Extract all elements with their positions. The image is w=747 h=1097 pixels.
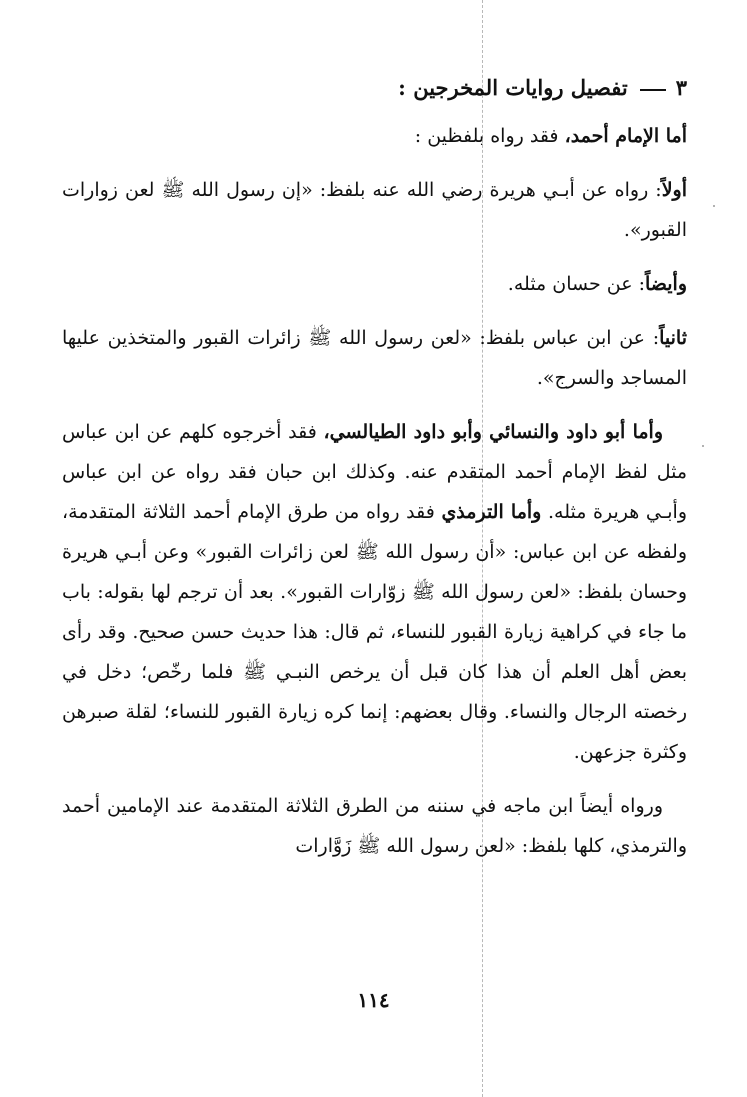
section-title: تفصيل روايات المخرجين : [398, 75, 628, 100]
also-label: وأيضاً [644, 273, 687, 295]
last-paragraph [62, 786, 687, 866]
first-text: : رواه عن أبـي هريرة رضي الله عنه بلفظ: «إن رسول الله ﷺ لعن زوارات القبور». [62, 179, 687, 241]
document-page [62, 66, 687, 866]
main-paragraph [62, 412, 687, 772]
section-heading [62, 66, 687, 110]
also-text: : عن حسان مثله. [507, 273, 645, 295]
heading-dash [640, 89, 666, 91]
second-narration [62, 318, 687, 398]
intro-text: فقد رواه بلفظين : [414, 125, 565, 147]
intro-bold: أما الإمام أحمد، [564, 125, 687, 147]
intro-line [62, 116, 687, 156]
also-narration [62, 264, 687, 304]
second-label: ثانياً [659, 327, 687, 349]
second-text: : عن ابن عباس بلفظ: «لعن رسول الله ﷺ زائرات القبور والمتخذين عليها المساجد والسرج». [62, 327, 687, 389]
last-text: ورواه أيضاً ابن ماجه في سننه من الطرق الثلاثة المتقدمة عند الإمامين أحمد والترمذي، كلها بلفظ: «لعن رسول الله ﷺ زَوَّارات [62, 795, 687, 857]
main-text-2: فقد رواه من طرق الإمام أحمد الثلاثة المتقدمة، ولفظه عن ابن عباس: «أن رسول الله ﷺ لعن زائرات القبور» وعن أبـي هريرة وحسان بلفظ: «لعن رسول الله ﷺ زوّارات القبور». بعد أن ترجم لها بقوله: باب ما جاء في كراهية زيارة القبور للنساء، ثم قال: هذا حديث حسن صحيح. وقد رأى بعض أهل العلم أن هذا كان قبل أن يرخص النبـي ﷺ فلما رخّص؛ دخل في رخصته الرجال والنساء. وقال بعضهم: إنما كره زيارة القبور للنساء؛ لقلة صبرهن وكثرة جزعهن. [62, 501, 687, 763]
section-number: ٣ [675, 75, 687, 100]
first-label: أولاً [661, 179, 687, 201]
main-bold-2: وأما الترمذي [441, 501, 542, 523]
main-text-1: فقد أخرجوه كلهم عن ابن عباس مثل لفظ الإمام أحمد المتقدم عنه. وكذلك ابن حبان فقد رواه عن ابن عباس وأبـي هريرة مثله. [62, 421, 687, 523]
scan-speck [713, 205, 715, 207]
first-narration [62, 170, 687, 250]
main-bold-1: وأما أبو داود والنسائي وأبو داود الطيالسي، [323, 421, 663, 443]
scan-speck [702, 445, 704, 447]
page-number: ١١٤ [357, 988, 390, 1012]
